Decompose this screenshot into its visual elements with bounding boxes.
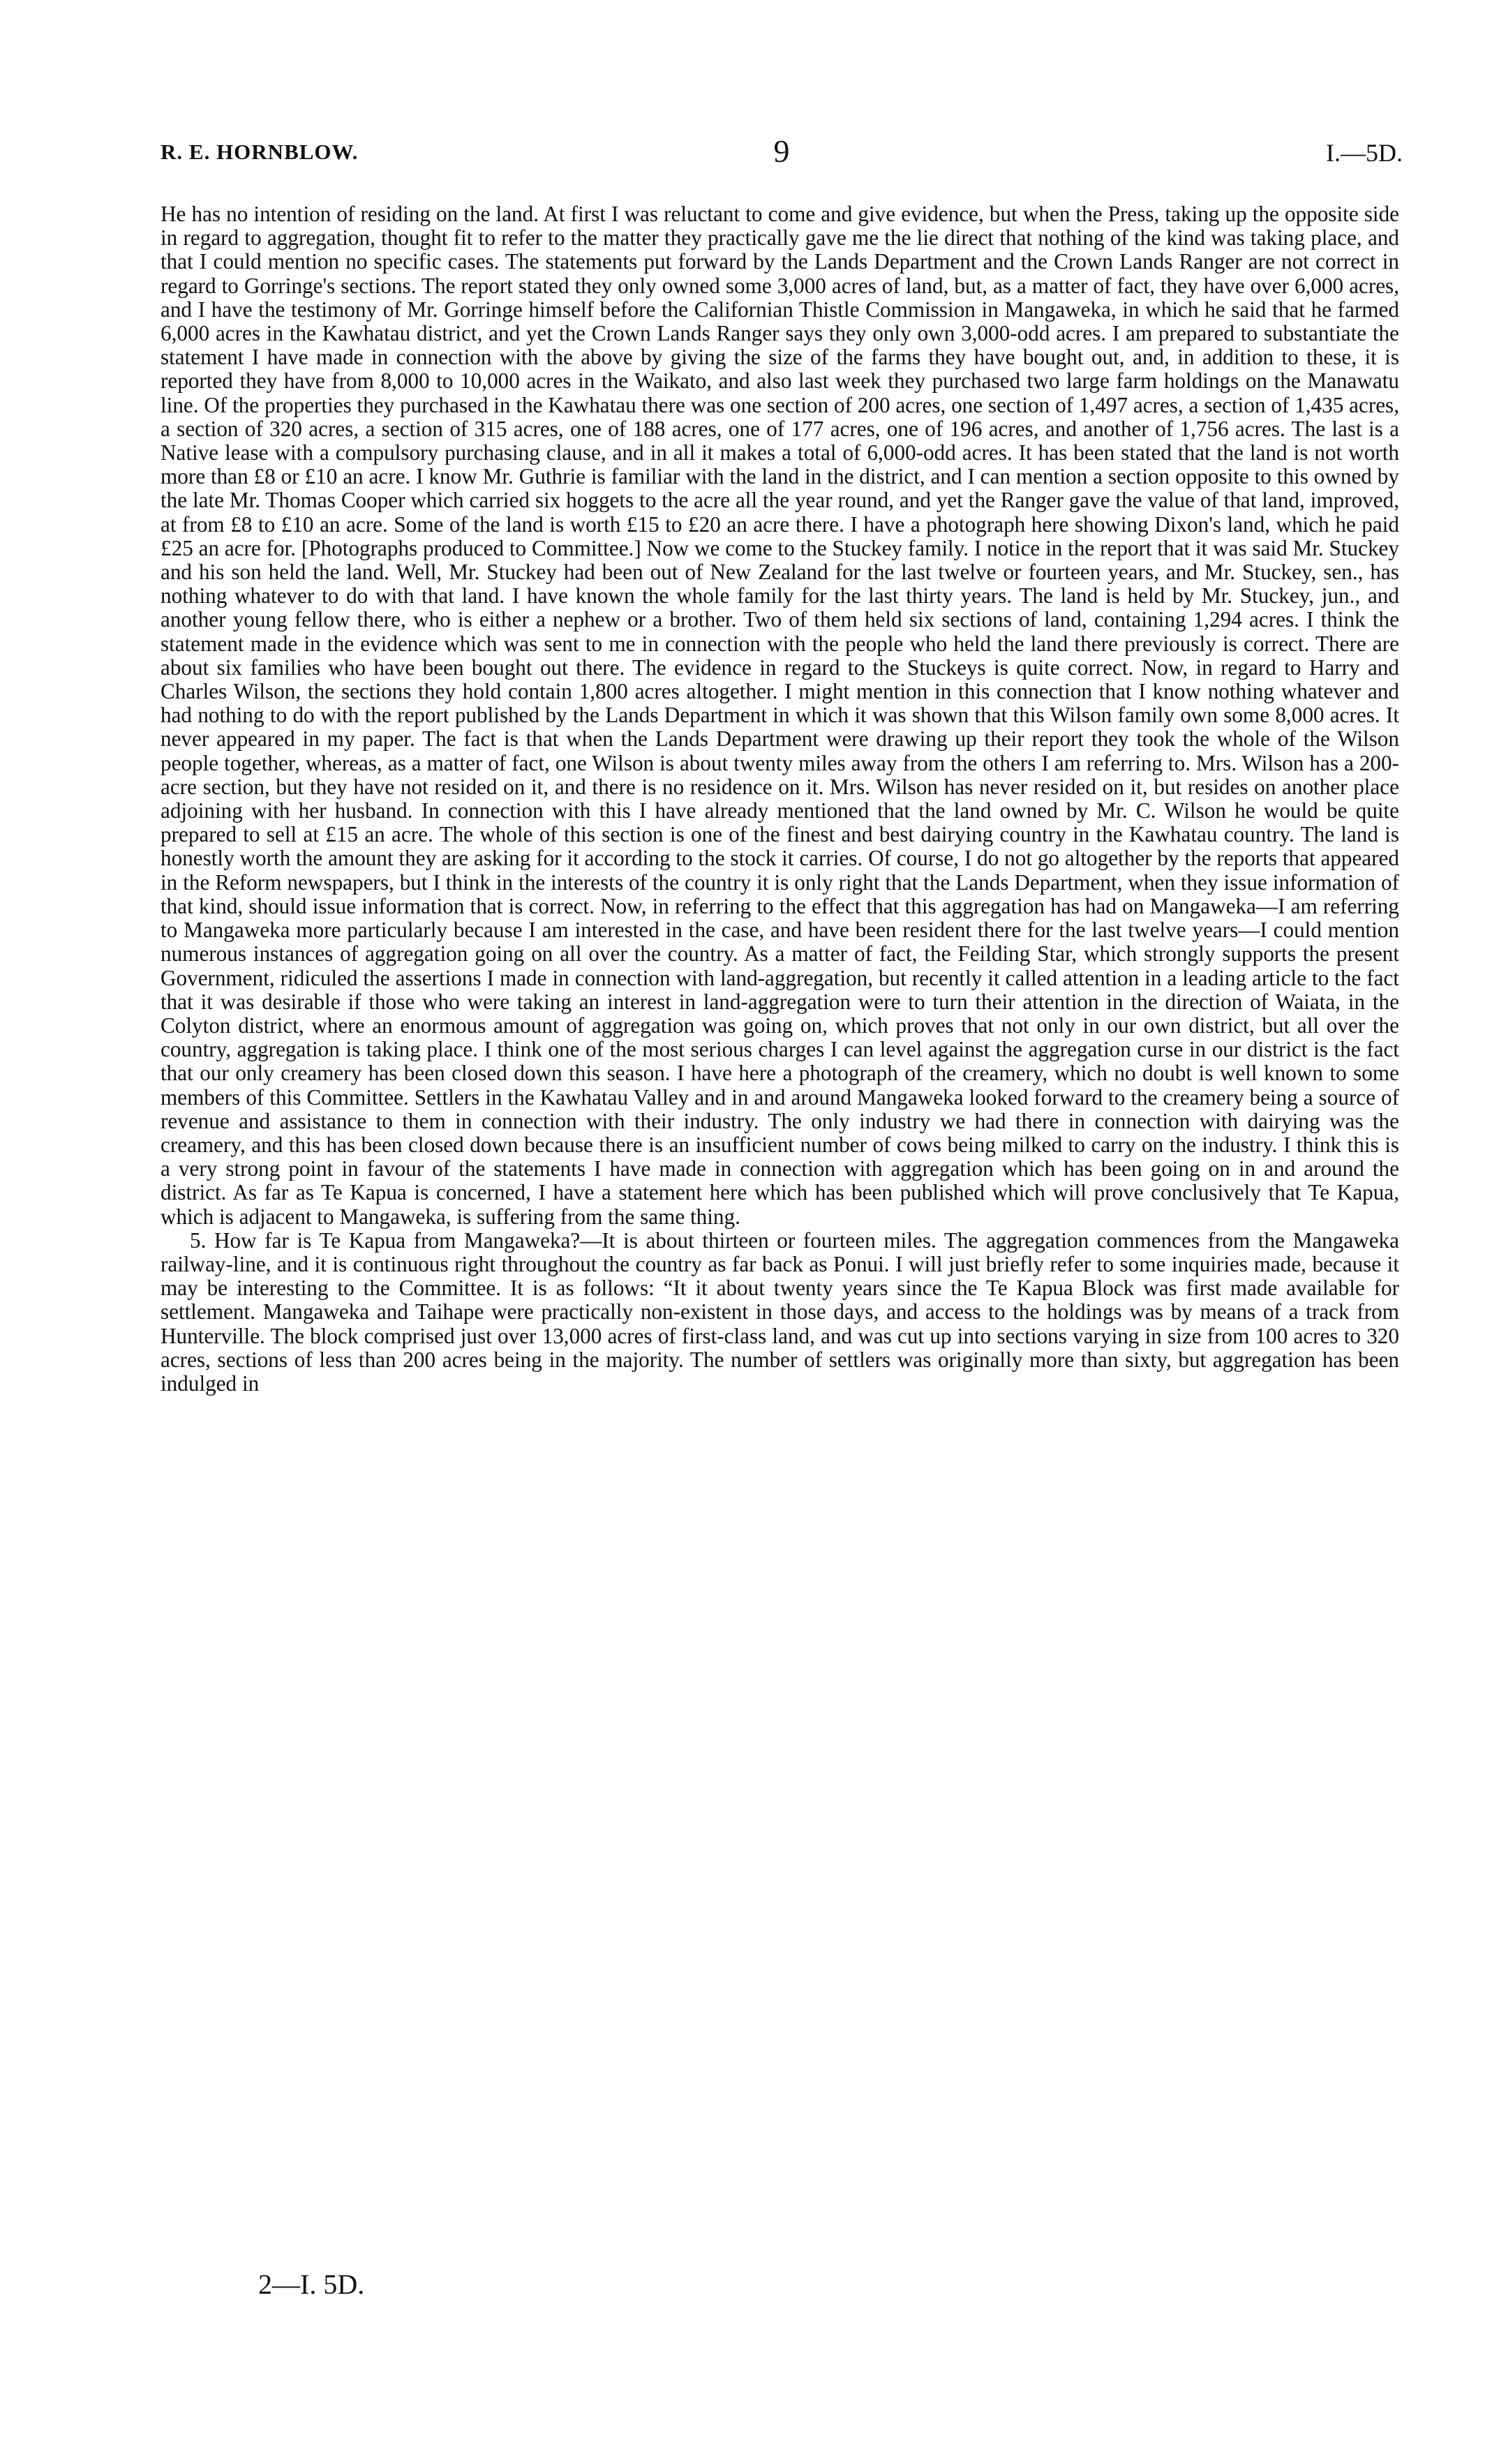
evidence-paragraph: He has no intention of residing on the land. At first I was reluctant to come and give evidence, but when the Press, taking up the opposite side in regard to aggregation, thought fit to refer to the matter they practically gave me the lie direct that nothing of the kind was taking place, and that I could mention no specific cases. The statements put forward by the Lands Department and the Crown Lands Ranger are not correct in regard to Gorringe's sections. The report stated they only owned some 3,000 acres of land, but, as a matter of fact, they have over 6,000 acres, and I have the testimony of Mr. Gorringe himself before the Californian Thistle Commission in Mangaweka, in which he said that he farmed 6,000 acres in the Kawhatau district, and yet the Crown Lands Ranger says they only own 3,000-odd acres. I am prepared to substantiate the statement I have made in connection with the above by giving the size of the farms they have bought out, and, in addition to these, it is reported they have from 8,000 to 10,000 acres in the Waikato, and also last week they purchased two large farm holdings on the Manawatu line. Of the properties they purchased in the Kawhatau there was one section of 200 acres, one section of 1,497 acres, a section of 1,435 acres, a section of 320 acres, a section of 315 acres, one of 188 acres, one of 177 acres, one of 196 acres, and another of 1,756 acres. The last is a Native lease with a compulsory purchasing clause, and in all it makes a total of 6,000-odd acres. It has been stated that the land is not worth more than £8 or £10 an acre. I know Mr. Guthrie is familiar with the land in the district, and I can mention a section opposite to this owned by the late Mr. Thomas Cooper which carried six hoggets to the acre all the year round, and yet the Ranger gave the value of that land, improved, at from £8 to £10 an acre. Some of the land is worth £15 to £20 an acre there. I have a photograph here showing Dixon's land, which he paid £25 an acre for. [Photographs produced to Committee.] Now we come to the Stuckey family. I notice in the report that it was said Mr. Stuckey and his son held the land. Well, Mr. Stuckey had been out of New Zealand for the last twelve or fourteen years, and Mr. Stuckey, sen., has nothing whatever to do with that land. I have known the whole family for the last thirty years. The land is held by Mr. Stuckey, jun., and another young fellow there, who is either a nephew or a brother. Two of them held six sections of land, containing 1,294 acres. I think the statement made in the evidence which was sent to me in connection with the people who held the land there previously is correct. There are about six families who have been bought out there. The evidence in regard to the Stuckeys is quite correct. Now, in regard to Harry and Charles Wilson, the sections they hold contain 1,800 acres altogether. I might mention in this connection that I know nothing whatever and had nothing to do with the report published by the Lands Department in which it was shown that this Wilson family own some 8,000 acres. It never appeared in my paper. The fact is that when the Lands Department were drawing up their report they took the whole of the Wilson people together, whereas, as a matter of fact, one Wilson is about twenty miles away from the others I am referring to. Mrs. Wilson has a 200-acre section, but they have not resided on it, and there is no residence on it. Mrs. Wilson has never resided on it, but resides on another place adjoining with her husband. In connection with this I have already mentioned that the land owned by Mr. C. Wilson he would be quite prepared to sell at £15 an acre. The whole of this section is one of the finest and best dairying country in the Kawhatau country. The land is honestly worth the amount they are asking for it according to the stock it carries. Of course, I do not go altogether by the reports that appeared in the Reform newspapers, but I think in the interests of the country it is only right that the Lands Department, when they issue information of that kind, should issue information that is correct. Now, in referring to the effect that this aggregation has had on Mangaweka—I am referring to Mangaweka more particularly because I am interested in the case, and have been resident there for the last twelve years—I could mention numerous instances of aggregation going on all over the country. As a matter of fact, the Feilding Star, which strongly supports the present Government, ridiculed the assertions I made in connection with land-aggregation, but recently it called attention in a leading article to the fact that it was desirable if those who were taking an interest in land-aggregation were to turn their attention in the direction of Waiata, in the Colyton district, where an enormous amount of aggregation was going on, which proves that not only in our own district, but all over the country, aggregation is taking place. I think one of the most serious charges I can level against the aggregation curse in our district is the fact that our only creamery has been closed down this season. I have here a photograph of the creamery, which no doubt is well known to some members of this Committee. Settlers in the Kawhatau Valley and in and around Mangaweka looked forward to the creamery being a source of revenue and assistance to them in connection with their industry. The only industry we had there in connection with dairying was the creamery, and this has been closed down because there is an insufficient number of cows being milked to carry on the industry. I think this is a very strong point in favour of the statements I have made in connection with aggregation which has been going on in and around the district. As far as Te Kapua is concerned, I have a statement here which has been published which will prove conclusively that Te Kapua, which is adjacent to Mangaweka, is suffering from the same thing. [161,202,1399,1229]
document-reference: I.—5D. [1326,139,1403,167]
page-number: 9 [773,133,790,169]
header-author: R. E. HORNBLOW. [161,140,359,164]
signature-mark: 2—I. 5D. [258,2269,365,2300]
question-paragraph: 5. How far is Te Kapua from Mangaweka?—It is about thirteen or fourteen miles. The aggregation commences from the Mangaweka railway-line, and it is continuous right throughout the country as far back as Ponui. I will just briefly refer to some inquiries made, because it may be interesting to the Committee. It is as follows: “It it about twenty years since the Te Kapua Block was first made available for settlement. Mangaweka and Taihape were practically non-existent in those days, and access to the holdings was by means of a track from Hunterville. The block comprised just over 13,000 acres of first-class land, and was cut up into sections varying in size from 100 acres to 320 acres, sections of less than 200 acres being in the majority. The number of settlers was originally more than sixty, but aggregation has been indulged in [161,1227,1399,1396]
body-text [161,202,1399,1396]
page-header [161,133,1403,174]
